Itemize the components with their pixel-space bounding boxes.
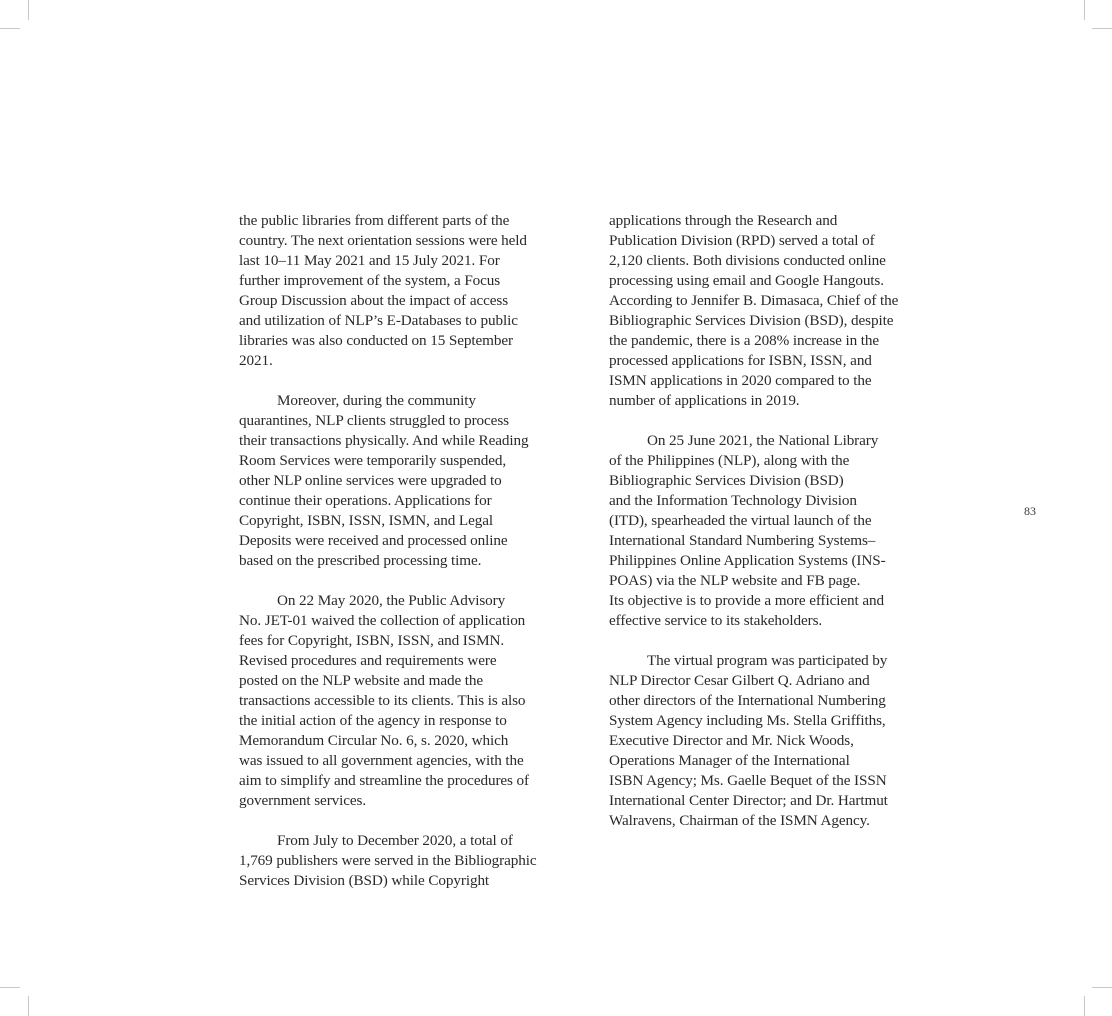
text-line: POAS) via the NLP website and FB page. [609, 572, 861, 589]
text-line: other directors of the International Numbering [609, 692, 886, 709]
text-line: ISBN Agency; Ms. Gaelle Bequet of the ISSN [609, 772, 887, 789]
text-line: Room Services were temporarily suspended, [239, 452, 507, 469]
text-line: government services. [239, 792, 367, 809]
text-line: Services Division (BSD) while Copyright [239, 872, 490, 889]
text-line: country. The next orientation sessions were held [239, 232, 527, 249]
text-line: No. JET-01 waived the collection of application [239, 612, 526, 629]
text-line: On 22 May 2020, the Public Advisory [277, 592, 506, 609]
paragraph-spacer [609, 631, 923, 651]
text-line: (ITD), spearheaded the virtual launch of the [609, 512, 872, 529]
text-line: their transactions physically. And while Reading [239, 432, 529, 449]
paragraph-spacer [609, 411, 923, 431]
left-paragraph-1 [239, 211, 561, 371]
text-line: other NLP online services were upgraded to [239, 472, 502, 489]
text-line: effective service to its stakeholders. [609, 612, 823, 629]
text-line: processing using email and Google Hangouts. [609, 272, 884, 289]
text-line: libraries was also conducted on 15 September [239, 332, 513, 349]
paragraph-spacer [239, 571, 561, 591]
text-line: NLP Director Cesar Gilbert Q. Adriano and [609, 672, 870, 689]
text-line: transactions accessible to its clients. This is also [239, 692, 526, 709]
text-line: and the Information Technology Division [609, 492, 857, 509]
text-line: and utilization of NLP’s E-Databases to public [239, 312, 518, 329]
left-text-column [239, 211, 561, 891]
right-paragraph-3 [609, 651, 923, 831]
text-line: Deposits were received and processed online [239, 532, 508, 549]
text-line: According to Jennifer B. Dimasaca, Chief of the [609, 292, 899, 309]
text-line: continue their operations. Applications for [239, 492, 492, 509]
text-line: the initial action of the agency in response to [239, 712, 507, 729]
text-line: last 10–11 May 2021 and 15 July 2021. For [239, 252, 500, 269]
text-line: Executive Director and Mr. Nick Woods, [609, 732, 854, 749]
text-line: System Agency including Ms. Stella Griffiths, [609, 712, 886, 729]
crop-mark-bottom-left-horizontal [0, 987, 20, 988]
text-line: quarantines, NLP clients struggled to process [239, 412, 509, 429]
text-line: Walravens, Chairman of the ISMN Agency. [609, 812, 870, 829]
text-line: Operations Manager of the International [609, 752, 850, 769]
paragraph-spacer [239, 371, 561, 391]
text-line: posted on the NLP website and made the [239, 672, 484, 689]
right-paragraph-1 [609, 211, 923, 411]
text-line: the public libraries from different parts of the [239, 212, 510, 229]
crop-mark-bottom-right-vertical [1084, 996, 1085, 1016]
text-line: Publication Division (RPD) served a total of [609, 232, 875, 249]
text-line: based on the prescribed processing time. [239, 552, 482, 569]
right-text-column [609, 211, 923, 831]
text-line: 2,120 clients. Both divisions conducted online [609, 252, 886, 269]
text-line: of the Philippines (NLP), along with the [609, 452, 850, 469]
left-paragraph-2 [239, 391, 561, 571]
text-line: Group Discussion about the impact of access [239, 292, 509, 309]
text-line: Moreover, during the community [277, 392, 476, 409]
text-line: 1,769 publishers were served in the Bibliographic [239, 852, 537, 869]
text-line: Copyright, ISBN, ISSN, ISMN, and Legal [239, 512, 493, 529]
text-line: From July to December 2020, a total of [277, 832, 513, 849]
text-line: Bibliographic Services Division (BSD) [609, 472, 844, 489]
text-line: On 25 June 2021, the National Library [647, 432, 879, 449]
crop-mark-bottom-right-horizontal [1092, 987, 1112, 988]
text-line: Bibliographic Services Division (BSD), despite [609, 312, 894, 329]
left-paragraph-4 [239, 831, 561, 891]
right-paragraph-2 [609, 431, 923, 631]
text-line: The virtual program was participated by [647, 652, 888, 669]
paragraph-spacer [239, 811, 561, 831]
text-line: was issued to all government agencies, with the [239, 752, 524, 769]
text-line: fees for Copyright, ISBN, ISSN, and ISMN. [239, 632, 505, 649]
text-line: number of applications in 2019. [609, 392, 800, 409]
text-line: International Standard Numbering Systems– [609, 532, 876, 549]
text-line: 2021. [239, 352, 273, 369]
crop-mark-top-left-vertical [28, 0, 29, 20]
text-line: Memorandum Circular No. 6, s. 2020, which [239, 732, 509, 749]
crop-mark-top-right-horizontal [1092, 28, 1112, 29]
page-number: 83 [1024, 504, 1036, 518]
left-paragraph-3 [239, 591, 561, 811]
crop-mark-top-left-horizontal [0, 28, 20, 29]
text-line: further improvement of the system, a Focus [239, 272, 501, 289]
crop-mark-bottom-left-vertical [28, 996, 29, 1016]
text-line: Revised procedures and requirements were [239, 652, 497, 669]
crop-mark-top-right-vertical [1084, 0, 1085, 20]
text-line: processed applications for ISBN, ISSN, and [609, 352, 872, 369]
text-line: Philippines Online Application Systems (INS- [609, 552, 886, 569]
text-line: International Center Director; and Dr. Hartmut [609, 792, 888, 809]
text-line: Its objective is to provide a more efficient and [609, 592, 884, 609]
text-line: applications through the Research and [609, 212, 838, 229]
text-line: the pandemic, there is a 208% increase in the [609, 332, 880, 349]
text-line: aim to simplify and streamline the procedures of [239, 772, 530, 789]
text-line: ISMN applications in 2020 compared to the [609, 372, 872, 389]
